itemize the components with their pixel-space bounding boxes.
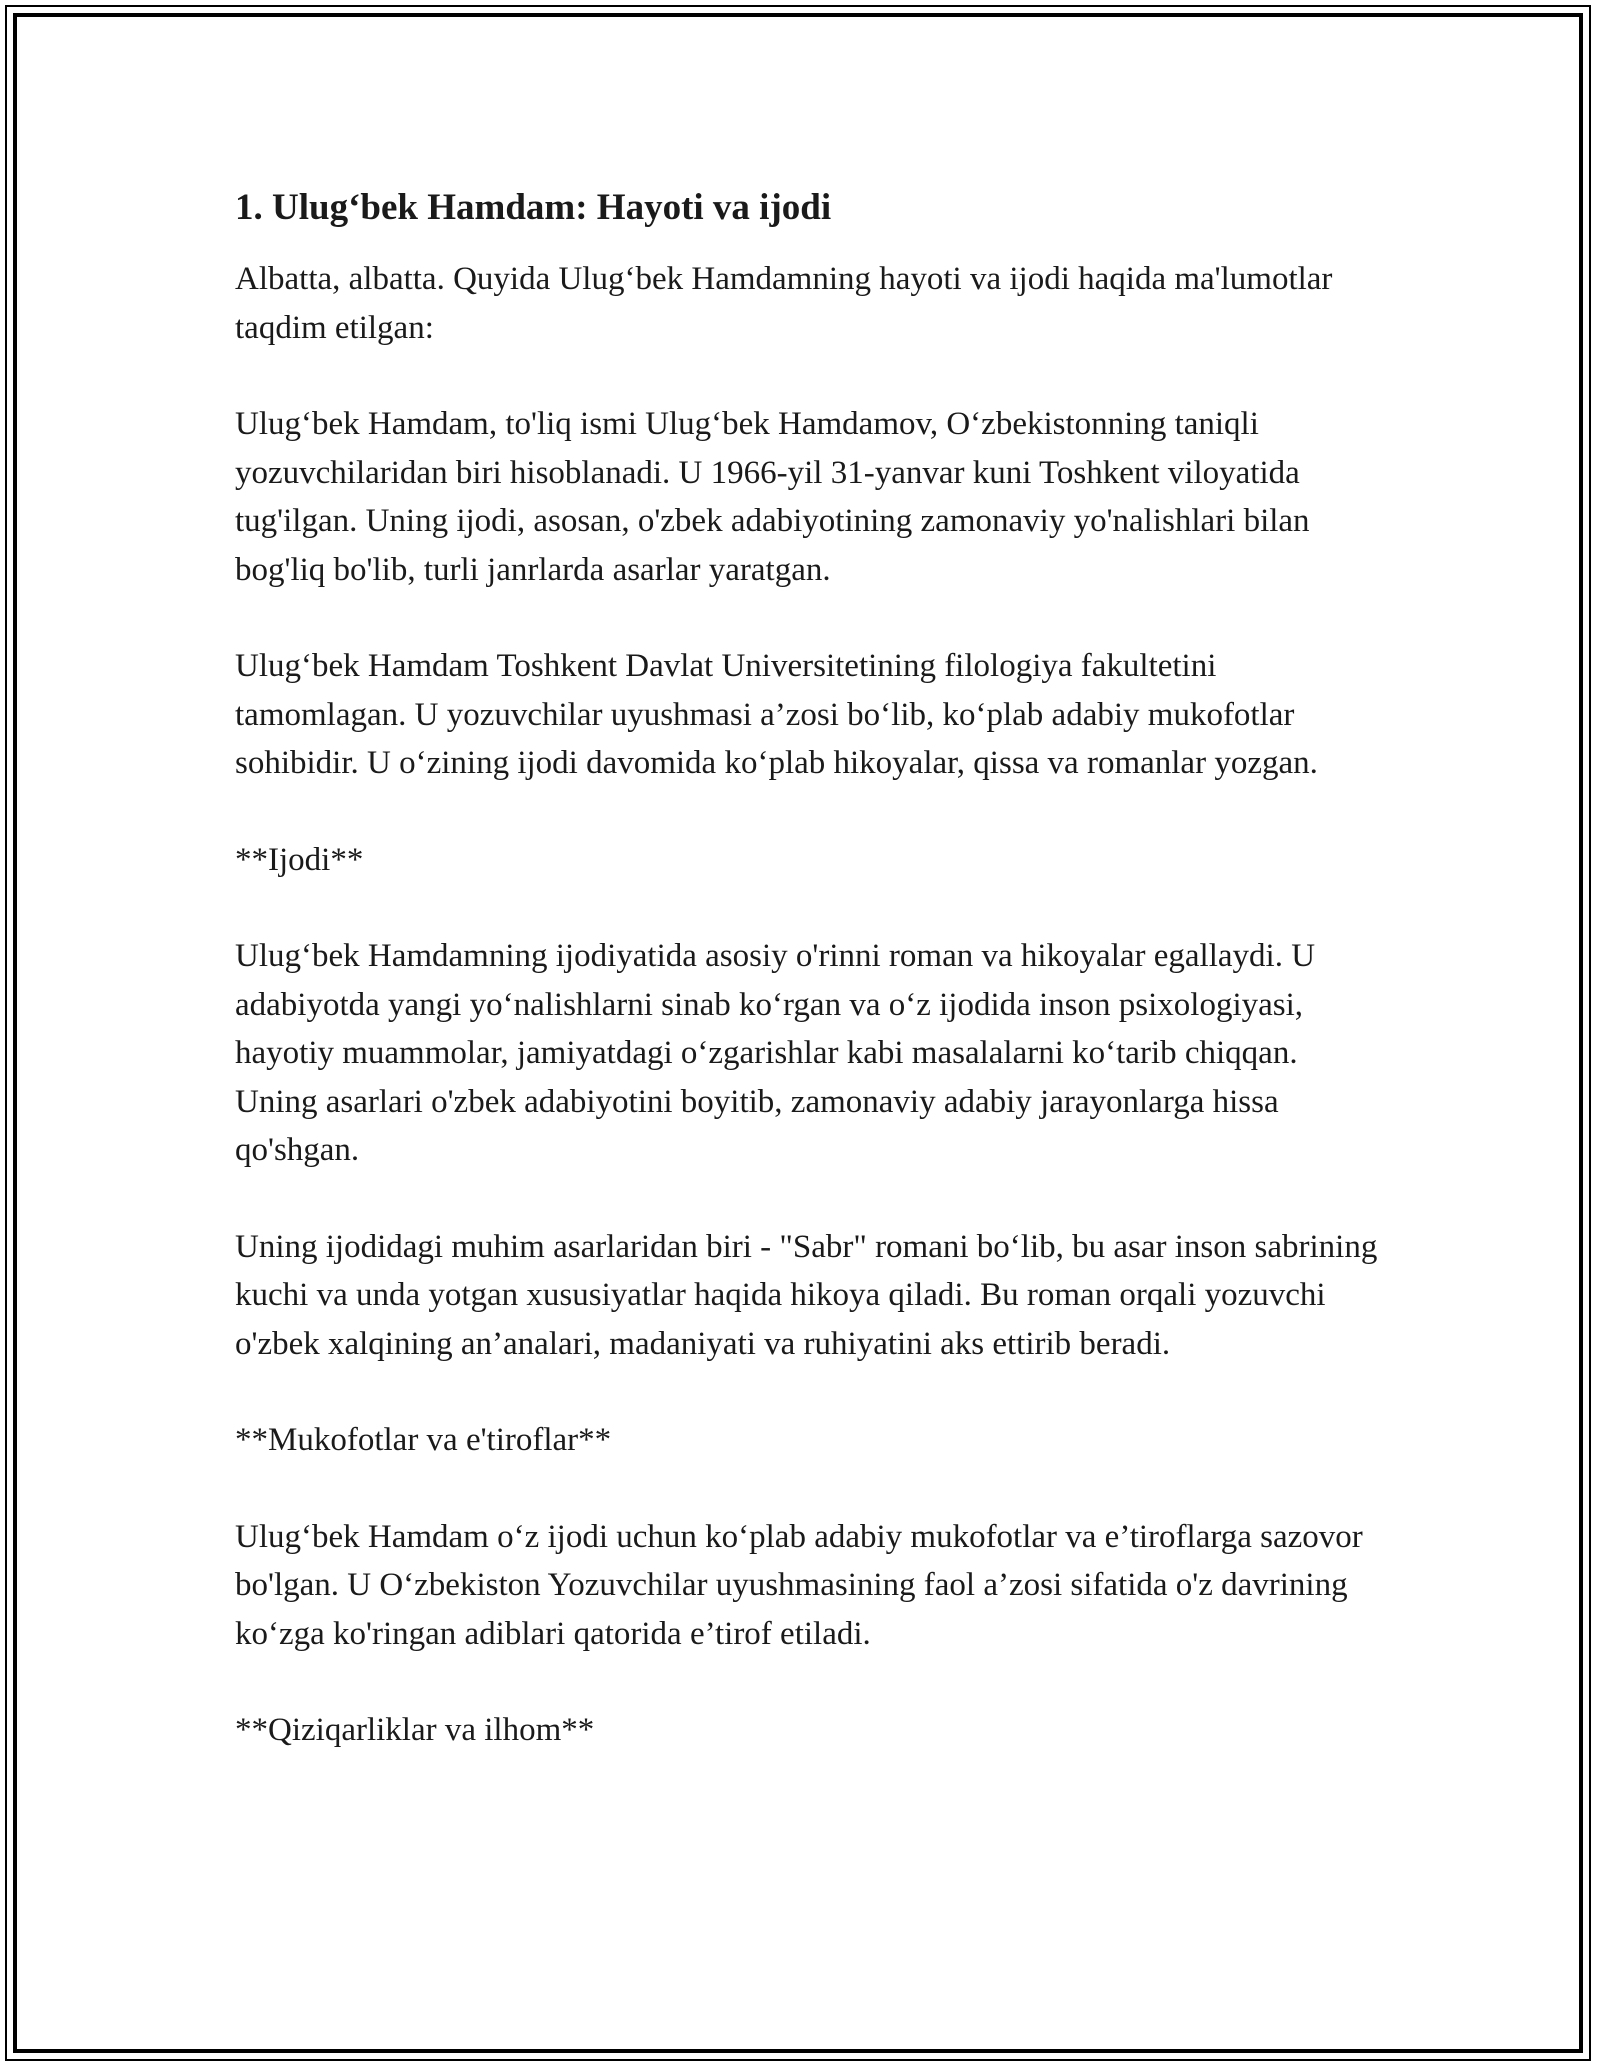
document-body [235, 185, 1385, 1803]
sabr-novel-paragraph: Uning ijodidagi muhim asarlaridan biri - "Sabr" romani bo‘lib, bu asar inson sabrining kuchi va unda yotgan xususiyatlar haqida hikoya qiladi. Bu roman orqali yozuvchi o'zbek xalqining an’analari, madaniyati va ruhiyatini aks ettirib beradi. [235, 1228, 1378, 1362]
subheading-ijodi: **Ijodi** [235, 841, 364, 878]
section-heading: 1. Ulug‘bek Hamdam: Hayoti va ijodi [235, 187, 832, 228]
biography-paragraph: Ulug‘bek Hamdam, to'liq ismi Ulug‘bek Hamdamov, O‘zbekistonning taniqli yozuvchilaridan biri hisoblanadi. U 1966-yil 31-yanvar kuni Toshkent viloyatida tug'ilgan. Uning ijodi, asosan, o'zbek adabiyotining zamonaviy yo'nalishlari bilan bog'liq bo'lib, turli janrlarda asarlar yaratgan. [235, 406, 1310, 588]
creative-work-paragraph: Ulug‘bek Hamdamning ijodiyatida asosiy o'rinni roman va hikoyalar egallaydi. U adabiyotda yangi yo‘nalishlarni sinab ko‘rgan va o‘z ijodida inson psixologiyasi, hayotiy muammolar, jamiyatdagi o‘zgarishlar kabi masalalarni ko‘tarib chiqqan. Uning asarlari o'zbek adabiyotini boyitib, zamonaviy adabiy jarayonlarga hissa qo'shgan. [235, 938, 1316, 1168]
subheading-awards: **Mukofotlar va e'tiroflar** [235, 1422, 612, 1458]
education-paragraph: Ulug‘bek Hamdam Toshkent Davlat Universitetining filologiya fakultetini tamomlagan. U yozuvchilar uyushmasi a’zosi bo‘lib, ko‘plab adabiy mukofotlar sohibidir. U o‘zining ijodi davomida ko‘plab hikoyalar, qissa va romanlar yozgan. [235, 648, 1318, 781]
awards-paragraph: Ulug‘bek Hamdam o‘z ijodi uchun ko‘plab adabiy mukofotlar va e’tiroflarga sazovor bo'lgan. U O‘zbekiston Yozuvchilar uyushmasining faol a’zosi sifatida o'z davrining ko‘zga ko'ringan adiblari qatorida e’tirof etiladi. [235, 1518, 1363, 1652]
subheading-interests: **Qiziqarliklar va ilhom** [235, 1712, 595, 1748]
intro-paragraph: Albatta, albatta. Quyida Ulug‘bek Hamdamning hayoti va ijodi haqida ma'lumotlar taqdim etilgan: [235, 261, 1333, 346]
